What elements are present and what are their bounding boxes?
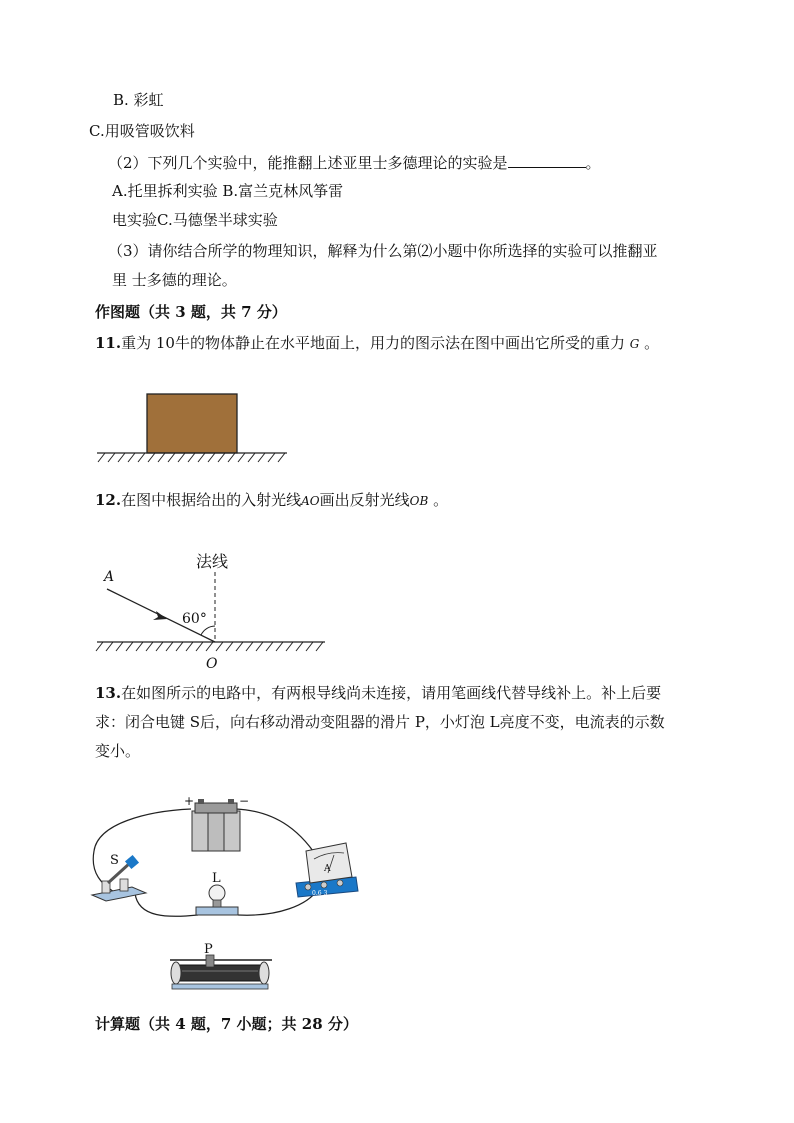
ground-hatching	[98, 453, 285, 462]
question-13-number: 13.	[95, 684, 122, 702]
box	[147, 394, 237, 453]
question-12-number: 12.	[95, 491, 122, 509]
figure-circuit	[88, 793, 363, 1008]
subquestion-3-line1: （3）请你结合所学的物理知识，解释为什么第⑵小题中你所选择的实验可以推翻亚	[108, 242, 658, 260]
ammeter-label: A	[324, 864, 331, 874]
question-12-text-a: 在图中根据给出的入射光线	[121, 491, 302, 509]
question-11	[95, 333, 659, 354]
question-11-number: 11.	[95, 334, 122, 352]
wire-battery-to-switch	[93, 809, 191, 893]
slider-label: P	[204, 942, 213, 957]
section-heading-calculation: 计算题（共 4 题，7 小题；共 28 分）	[95, 1015, 358, 1033]
subquestion-3-line2: 里 士多德的理论。	[112, 271, 237, 289]
figure-box-on-ground	[95, 390, 295, 465]
question-12-end: 。	[433, 491, 449, 509]
battery-plus-label: +	[184, 794, 195, 808]
section-heading-drawing: 作图题（共 3 题，共 7 分）	[95, 303, 287, 321]
question-13-line3: 变小。	[95, 742, 141, 760]
point-a-label: A	[104, 569, 115, 585]
figure-reflection	[95, 545, 330, 675]
lamp	[196, 885, 238, 915]
normal-label: 法线	[196, 552, 229, 571]
wire-switch-to-lamp	[135, 893, 198, 916]
question-11-end: 。	[644, 334, 660, 352]
subquestion-2	[108, 153, 601, 173]
question-12	[95, 490, 448, 511]
switch	[92, 855, 146, 901]
subquestion-2-end: 。	[585, 154, 601, 172]
question-13-text-1: 在如图所示的电路中，有两根导线尚未连接，请用笔画线代替导线补上。补上后要	[121, 684, 662, 702]
answer-blank	[508, 153, 586, 168]
point-o-label: O	[206, 656, 218, 672]
subquestion-2-options-line2: 电实验C.马德堡半球实验	[112, 211, 278, 229]
battery-minus-label: −	[239, 794, 250, 808]
question-13-line1	[95, 683, 661, 703]
mirror-hatching	[96, 642, 323, 651]
lamp-label: L	[212, 871, 221, 886]
option-c: C.用吸管吸饮料	[89, 122, 195, 140]
subquestion-2-text: （2）下列几个实验中，能推翻上述亚里士多德理论的实验是	[108, 154, 508, 172]
incident-ray-symbol: AO	[301, 494, 320, 508]
switch-label: S	[110, 853, 119, 868]
gravity-symbol: G	[629, 337, 640, 351]
question-12-text-b: 画出反射光线	[319, 491, 410, 509]
subquestion-2-options-line1: A.托里拆利实验 B.富兰克林风筝雷	[112, 182, 344, 200]
ammeter-scale: 0.6 3	[312, 890, 328, 897]
angle-arc	[201, 626, 215, 635]
battery	[192, 799, 240, 851]
reflected-ray-symbol: OB	[409, 494, 429, 508]
rheostat	[170, 955, 272, 989]
question-13-line2: 求：闭合电键 S后，向右移动滑动变阻器的滑片 P，小灯泡 L亮度不变，电流表的示数	[95, 713, 665, 731]
option-b: B. 彩虹	[113, 91, 164, 109]
question-11-text: 重为 10牛的物体静止在水平地面上，用力的图示法在图中画出它所受的重力	[121, 334, 625, 352]
angle-label: 60°	[182, 611, 207, 627]
